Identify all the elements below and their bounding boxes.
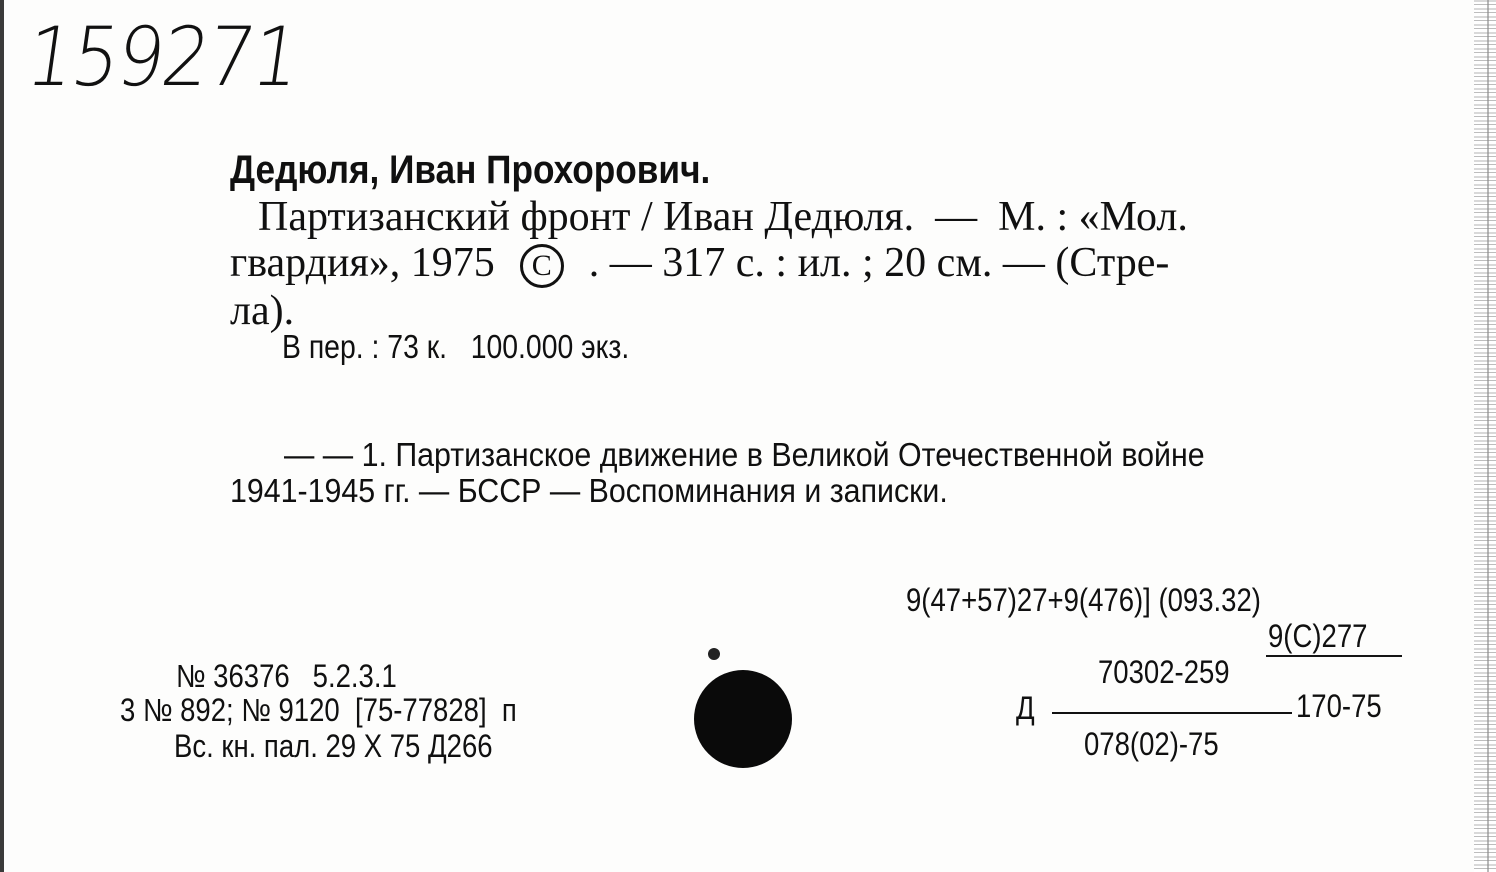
- subject-line-1: — — 1. Партизанское движение в Великой Отечественной войне: [284, 436, 1205, 473]
- card-left-edge: [0, 0, 4, 872]
- isbn-prefix: Д: [1016, 690, 1035, 726]
- subject-line-2: 1941-1945 гг. — БССР — Воспоминания и записки.: [230, 472, 948, 509]
- isbn-numerator: 70302-259: [1098, 654, 1230, 690]
- punch-hole-mark: [708, 648, 720, 660]
- classification-line-2: 9(С)277: [1268, 618, 1368, 654]
- description-line-2-start: гвардия», 1975: [230, 240, 516, 286]
- print-line-2: 3 № 892; № 9120 [75-77828] п: [120, 692, 517, 728]
- classification-underline: [1266, 655, 1402, 657]
- description-line-3: ла).: [230, 288, 295, 334]
- author-heading: Дедюля, Иван Прохорович.: [230, 148, 711, 192]
- isbn-denominator: 078(02)-75: [1084, 726, 1219, 762]
- isbn-fraction-line: [1052, 712, 1292, 714]
- copyright-icon: C: [520, 244, 564, 288]
- description-line-2: [230, 242, 1169, 288]
- punch-hole: [694, 670, 792, 768]
- handwritten-number: 159271: [20, 10, 305, 105]
- classification-line-1: 9(47+57)27+9(476)] (093.32): [906, 582, 1261, 618]
- isbn-suffix: 170-75: [1296, 688, 1382, 724]
- description-line-2-end: . — 317 с. : ил. ; 20 см. — (Стре-: [567, 240, 1170, 286]
- print-line-1: № 36376 5.2.3.1: [176, 658, 397, 694]
- price-line: В пер. : 73 к. 100.000 экз.: [282, 328, 630, 365]
- card-right-edge-line: [1487, 0, 1489, 872]
- description-line-1: Партизанский фронт / Иван Дедюля. — М. : «Мол.: [258, 194, 1188, 240]
- card-right-edge: [1474, 0, 1496, 872]
- print-line-3: Вс. кн. пал. 29 X 75 Д266: [174, 728, 493, 764]
